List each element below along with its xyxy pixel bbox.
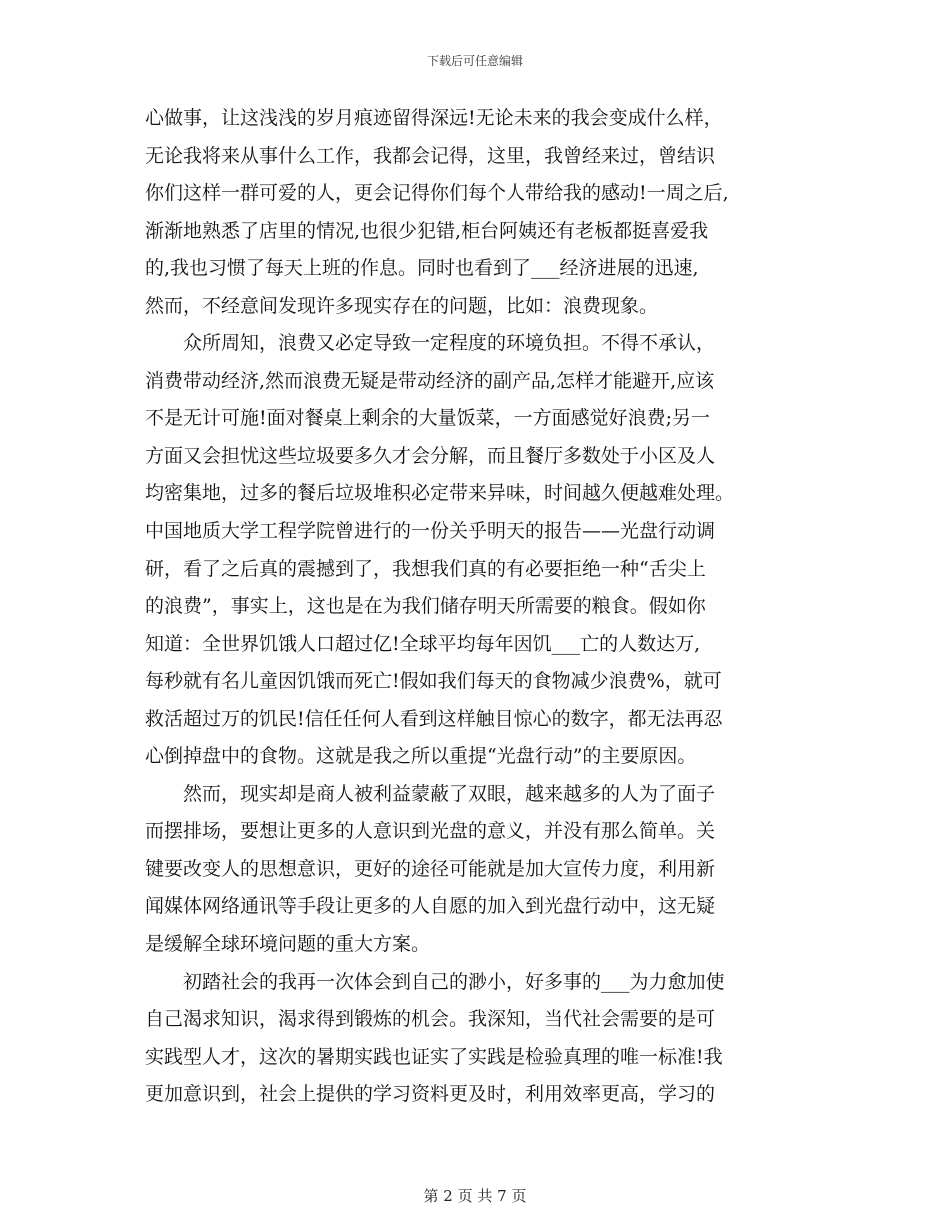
text-line: 研，看了之后真的震撼到了，我想我们真的有必要拒绝一种“舌尖上: [145, 557, 706, 580]
text-line: 救活超过万的饥民!信任任何人看到这样触目惊心的数字，都无法再忍: [145, 707, 723, 730]
text-line: 知道：全世界饥饿人口超过亿!全球平均每年因饥___亡的人数达万,: [145, 632, 701, 655]
text-line: 的,我也习惯了每天上班的作息。同时也看到了___经济进展的迅速,: [145, 257, 699, 280]
text-line: 众所周知，浪费又必定导致一定程度的环境负担。不得不承认，: [145, 332, 716, 355]
text-line: 无论我将来从事什么工作，我都会记得，这里，我曾经来过，曾结识: [145, 144, 716, 167]
text-line: 闻媒体网络通讯等手段让更多的人自愿的加入到光盘行动中，这无疑: [145, 895, 716, 918]
page-number-footer: 第 2 页 共 7 页: [423, 1187, 527, 1205]
text-line: 然而，现实却是商人被利益蒙蔽了双眼，越来越多的人为了面子: [145, 782, 716, 805]
text-line: 更加意识到，社会上提供的学习资料更及时，利用效率更高，学习的: [145, 1083, 716, 1106]
text-line: 每秒就有名儿童因饥饿而死亡!假如我们每天的食物减少浪费%，就可: [145, 670, 722, 693]
text-line: 不是无计可施!面对餐桌上剩余的大量饭菜，一方面感觉好浪费;另一: [145, 407, 711, 430]
text-line: 是缓解全球环境问题的重大方案。: [145, 933, 431, 956]
text-line: 心倒掉盘中的食物。这就是我之所以重提“光盘行动”的主要原因。: [145, 745, 697, 768]
text-line: 均密集地，过多的餐后垃圾堆积必定带来异味，时间越久便越难处理。: [145, 482, 735, 505]
text-line: 然而，不经意间发现许多现实存在的问题，比如：浪费现象。: [145, 294, 659, 317]
text-line: 方面又会担忧这些垃圾要多久才会分解，而且餐厅多数处于小区及人: [145, 444, 716, 467]
text-line: 键要改变人的思想意识，更好的途径可能就是加大宣传力度，利用新: [145, 857, 716, 880]
document-body: [145, 100, 815, 1114]
text-line: 中国地质大学工程学院曾进行的一份关乎明天的报告——光盘行动调: [145, 520, 716, 543]
text-line: 心做事，让这浅浅的岁月痕迹留得深远!无论未来的我会变成什么样，: [145, 107, 723, 129]
text-line: 的浪费”，事实上，这也是在为我们储存明天所需要的粮食。假如你: [145, 595, 706, 618]
text-line: 实践型人才，这次的暑期实践也证实了实践是检验真理的唯一标准!我: [145, 1045, 723, 1068]
text-line: 而摆排场，要想让更多的人意识到光盘的意义，并没有那么简单。关: [145, 820, 716, 843]
text-line: 初踏社会的我再一次体会到自己的渺小，好多事的___为力愈加使: [145, 970, 725, 993]
text-line: 消费带动经济,然而浪费无疑是带动经济的副产品,怎样才能避开,应该: [145, 369, 715, 392]
text-line: 渐渐地熟悉了店里的情况,也很少犯错,柜台阿姨还有老板都挺喜爱我: [145, 219, 709, 242]
page-header: 下载后可任意编辑: [426, 54, 523, 68]
text-line: 你们这样一群可爱的人，更会记得你们每个人带给我的感动!一周之后,: [145, 182, 729, 205]
text-line: 自己渴求知识，渴求得到锻炼的机会。我深知，当代社会需要的是可: [145, 1008, 716, 1031]
